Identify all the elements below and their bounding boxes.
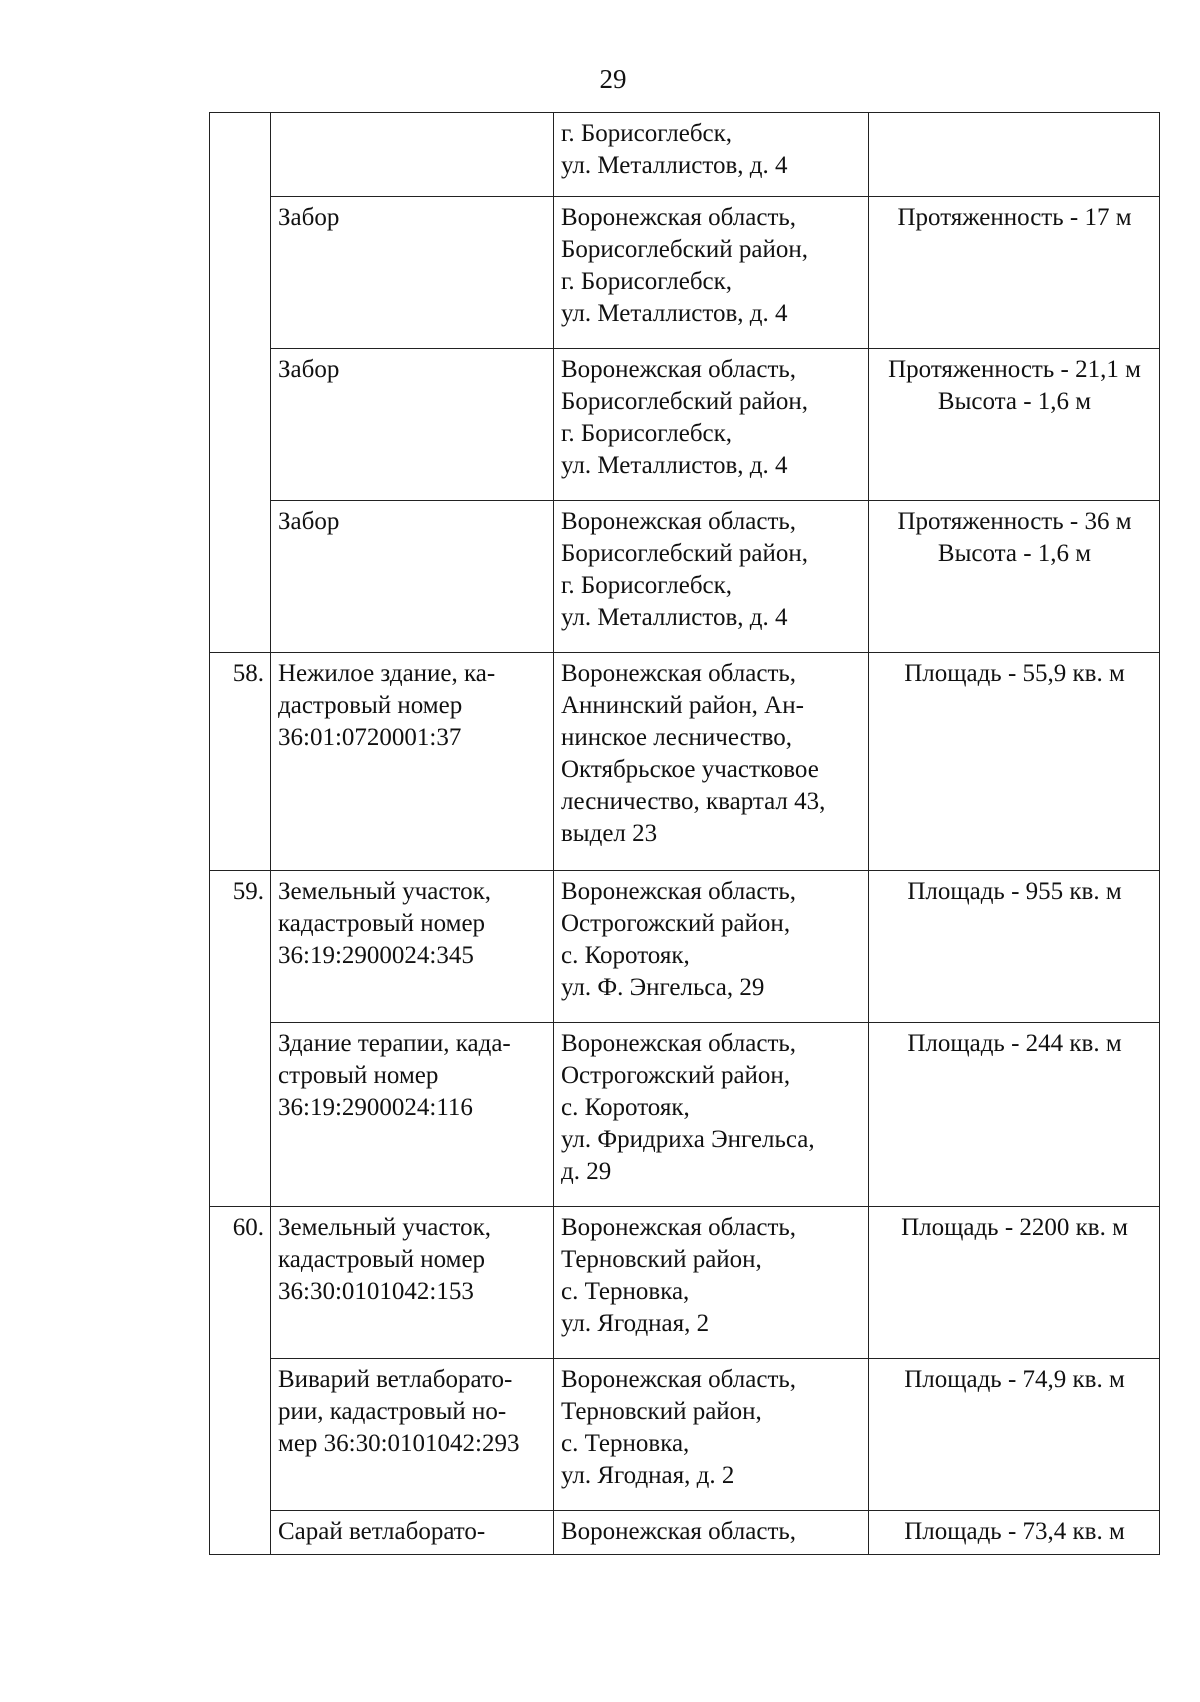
- table-row: [210, 1207, 1160, 1359]
- object-name-line: 36:30:0101042:153: [278, 1278, 474, 1305]
- parameters-cell: [869, 653, 1160, 871]
- address-line: Борисоглебский район,: [561, 388, 808, 415]
- parameters-cell: [869, 1511, 1160, 1555]
- object-name-cell: [271, 653, 554, 871]
- object-name-cell: [271, 197, 554, 349]
- parameters-cell: [869, 1207, 1160, 1359]
- table-row: [210, 113, 1160, 197]
- object-name-line: мер 36:30:0101042:293: [278, 1430, 520, 1457]
- address-line: с. Коротояк,: [561, 942, 690, 969]
- object-name-line: кадастровый номер: [278, 910, 486, 937]
- address-line: Терновский район,: [561, 1246, 762, 1273]
- address-line: ул. Ягодная, д. 2: [561, 1462, 735, 1489]
- address-line: Борисоглебский район,: [561, 540, 808, 567]
- address-line: Воронежская область,: [561, 1518, 797, 1545]
- address-line: Воронежская область,: [561, 356, 797, 383]
- address-cell: [554, 349, 869, 501]
- object-name-line: 36:19:2900024:345: [278, 942, 474, 969]
- address-line: ул. Металлистов, д. 4: [561, 300, 788, 327]
- property-table-body: [210, 113, 1160, 1555]
- row-number: 58.: [232, 660, 264, 687]
- property-table: [209, 112, 1160, 1555]
- address-line: Воронежская область,: [561, 508, 797, 535]
- address-line: Воронежская область,: [561, 1214, 797, 1241]
- address-cell: [554, 113, 869, 197]
- address-cell: [554, 501, 869, 653]
- object-name-cell: [271, 1023, 554, 1207]
- parameter-line: Площадь - 2200 кв. м: [901, 1214, 1128, 1241]
- table-row: [210, 1511, 1160, 1555]
- address-line: Воронежская область,: [561, 660, 797, 687]
- address-line: ул. Фридриха Энгельса,: [561, 1126, 815, 1153]
- parameter-line: Высота - 1,6 м: [937, 388, 1092, 415]
- page-number: 29: [599, 64, 627, 94]
- table-row: [210, 349, 1160, 501]
- object-name-line: дастровый номер: [278, 692, 463, 719]
- row-number-cell: [210, 1207, 271, 1555]
- parameters-cell: [869, 349, 1160, 501]
- address-line: с. Коротояк,: [561, 1094, 690, 1121]
- address-line: Борисоглебский район,: [561, 236, 808, 263]
- address-line: с. Терновка,: [561, 1430, 690, 1457]
- address-cell: [554, 197, 869, 349]
- address-line: Острогожский район,: [561, 1062, 791, 1089]
- object-name-line: Сарай ветлаборато-: [278, 1518, 486, 1545]
- address-line: г. Борисоглебск,: [561, 572, 733, 599]
- table-row: [210, 197, 1160, 349]
- object-name-line: 36:01:0720001:37: [278, 724, 462, 751]
- address-line: д. 29: [561, 1158, 612, 1185]
- address-line: Воронежская область,: [561, 1366, 797, 1393]
- parameters-cell: [869, 1023, 1160, 1207]
- address-line: г. Борисоглебск,: [561, 268, 733, 295]
- table-row: [210, 501, 1160, 653]
- table-row: [210, 1023, 1160, 1207]
- address-line: г. Борисоглебск,: [561, 420, 733, 447]
- object-name-line: Забор: [278, 204, 340, 231]
- object-name-line: Земельный участок,: [278, 878, 491, 905]
- parameters-cell: [869, 871, 1160, 1023]
- address-cell: [554, 1023, 869, 1207]
- object-name-line: Забор: [278, 356, 340, 383]
- parameter-line: Высота - 1,6 м: [937, 540, 1092, 567]
- row-number-cell: [210, 653, 271, 871]
- address-line: г. Борисоглебск,: [561, 120, 733, 147]
- parameters-cell: [869, 113, 1160, 197]
- address-line: Острогожский район,: [561, 910, 791, 937]
- parameter-line: Протяженность - 17 м: [897, 204, 1132, 231]
- object-name-cell: [271, 1359, 554, 1511]
- address-line: нинское лесничество,: [561, 724, 793, 751]
- table-row: [210, 1359, 1160, 1511]
- parameter-line: Площадь - 55,9 кв. м: [904, 660, 1125, 687]
- address-line: Воронежская область,: [561, 878, 797, 905]
- address-line: ул. Ф. Энгельса, 29: [561, 974, 765, 1001]
- table-row: [210, 871, 1160, 1023]
- address-line: выдел 23: [561, 820, 658, 847]
- address-line: ул. Ягодная, 2: [561, 1310, 710, 1337]
- object-name-line: рии, кадастровый но-: [278, 1398, 507, 1425]
- object-name-line: Здание терапии, када-: [278, 1030, 511, 1057]
- address-line: с. Терновка,: [561, 1278, 690, 1305]
- parameters-cell: [869, 197, 1160, 349]
- address-cell: [554, 871, 869, 1023]
- address-line: Воронежская область,: [561, 204, 797, 231]
- parameters-cell: [869, 501, 1160, 653]
- object-name-line: стровый номер: [278, 1062, 439, 1089]
- object-name-line: Земельный участок,: [278, 1214, 491, 1241]
- parameter-line: Протяженность - 36 м: [897, 508, 1132, 535]
- parameters-cell: [869, 1359, 1160, 1511]
- parameter-line: Площадь - 244 кв. м: [907, 1030, 1122, 1057]
- address-line: лесничество, квартал 43,: [561, 788, 826, 815]
- object-name-line: Нежилое здание, ка-: [278, 660, 496, 687]
- parameter-line: Протяженность - 21,1 м: [888, 356, 1141, 383]
- address-line: ул. Металлистов, д. 4: [561, 152, 788, 179]
- object-name-line: 36:19:2900024:116: [278, 1094, 473, 1121]
- address-line: Воронежская область,: [561, 1030, 797, 1057]
- address-line: Аннинский район, Ан-: [561, 692, 804, 719]
- object-name-cell: [271, 113, 554, 197]
- address-cell: [554, 653, 869, 871]
- object-name-cell: [271, 501, 554, 653]
- object-name-line: кадастровый номер: [278, 1246, 486, 1273]
- parameter-line: Площадь - 955 кв. м: [907, 878, 1122, 905]
- address-line: ул. Металлистов, д. 4: [561, 604, 788, 631]
- parameter-line: Площадь - 73,4 кв. м: [904, 1518, 1125, 1545]
- table-row: [210, 653, 1160, 871]
- row-number-cell: [210, 871, 271, 1207]
- address-cell: [554, 1511, 869, 1555]
- address-cell: [554, 1207, 869, 1359]
- object-name-cell: [271, 1511, 554, 1555]
- object-name-cell: [271, 349, 554, 501]
- row-number-cell: [210, 113, 271, 653]
- parameter-line: Площадь - 74,9 кв. м: [904, 1366, 1125, 1393]
- address-line: Терновский район,: [561, 1398, 762, 1425]
- object-name-line: Виварий ветлаборато-: [278, 1366, 513, 1393]
- object-name-line: Забор: [278, 508, 340, 535]
- address-line: ул. Металлистов, д. 4: [561, 452, 788, 479]
- row-number: 60.: [232, 1214, 264, 1241]
- object-name-cell: [271, 1207, 554, 1359]
- row-number: 59.: [232, 878, 264, 905]
- address-cell: [554, 1359, 869, 1511]
- object-name-cell: [271, 871, 554, 1023]
- address-line: Октябрьское участковое: [561, 756, 819, 783]
